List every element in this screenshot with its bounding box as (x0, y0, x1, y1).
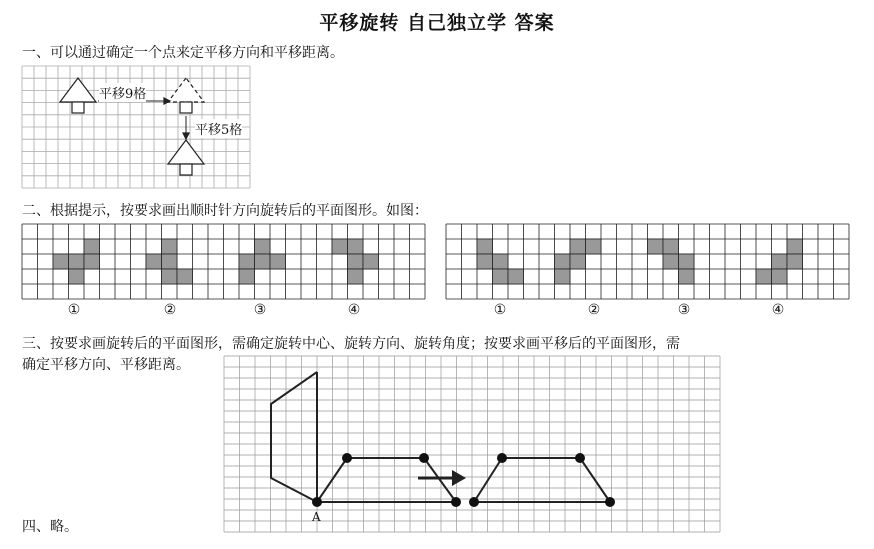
figure-number: ② (163, 302, 177, 318)
original-square (72, 102, 84, 113)
shaded-cell (53, 254, 69, 269)
figure-number: ③ (253, 302, 267, 318)
vertex-point (605, 497, 615, 507)
shaded-cell (477, 254, 493, 269)
shaded-cell (69, 254, 85, 269)
section-1-text: 一、可以通过确定一个点来定平移方向和平移距离。 (22, 45, 344, 61)
section-3-text-line-2: 确定平移方向、平移距离。 (22, 357, 190, 373)
shaded-cell (363, 254, 379, 269)
translated-square (180, 102, 192, 113)
rotated-shape (271, 372, 317, 502)
shaded-cell (255, 239, 271, 254)
section-3-shapes (271, 372, 615, 507)
shaded-cell (332, 239, 348, 254)
translation-arrow-head (452, 470, 466, 486)
point-a (312, 497, 322, 507)
shaded-cell (679, 254, 695, 269)
shaded-cell (555, 254, 571, 269)
vertex-point (469, 497, 479, 507)
shaded-cell (84, 254, 100, 269)
shaded-cell (679, 269, 695, 284)
translated-down-triangle (168, 140, 204, 164)
shaded-cell (270, 254, 286, 269)
figure-number: ④ (347, 302, 361, 318)
vertex-point (419, 453, 429, 463)
shaded-cell (586, 239, 602, 254)
shaded-cell (348, 239, 364, 254)
vertex-point (451, 497, 461, 507)
figure-number: ④ (771, 302, 785, 318)
shaded-cell (663, 254, 679, 269)
section-2-text: 二、根据提示，按要求画出顺时针方向旋转后的平面图形。如图： (22, 203, 428, 219)
shaded-cell (508, 269, 524, 284)
page-title: 平移旋转 自己独立学 答案 (319, 12, 555, 34)
shaded-cell (555, 269, 571, 284)
figure-number: ③ (677, 302, 691, 318)
shaded-cell (84, 239, 100, 254)
figure-number: ① (67, 302, 81, 318)
shaded-cell (177, 269, 193, 284)
shaded-cell (787, 254, 803, 269)
translated-down-square (180, 164, 192, 175)
shaded-cell (162, 269, 178, 284)
shaded-cell (69, 269, 85, 284)
shaded-cell (255, 254, 271, 269)
figure-number: ① (493, 302, 507, 318)
point-a-label: A (312, 510, 321, 524)
figure-number: ② (587, 302, 601, 318)
shaded-cell (772, 269, 788, 284)
down-arrow-head (183, 133, 189, 139)
label-translate-down: 平移5格 (195, 119, 242, 138)
section-2-grid-left (22, 224, 425, 299)
shaded-cell (239, 254, 255, 269)
shaded-cell (477, 239, 493, 254)
shaded-cell (493, 269, 509, 284)
section-4-text: 四、略。 (22, 519, 78, 535)
shaded-cell (162, 239, 178, 254)
original-shape (317, 458, 456, 502)
right-arrow-head (164, 98, 170, 104)
shaded-cell (648, 239, 664, 254)
shaded-cell (570, 254, 586, 269)
shaded-cell (162, 254, 178, 269)
shaded-cell (772, 254, 788, 269)
shaded-cell (756, 269, 772, 284)
shaded-cell (146, 254, 162, 269)
vertex-point (497, 453, 507, 463)
shaded-cell (570, 239, 586, 254)
shaded-cell (787, 239, 803, 254)
translated-shape (474, 458, 610, 502)
section-3-text-line-1: 三、按要求画旋转后的平面图形，需确定旋转中心、旋转方向、旋转角度；按要求画平移后的平面图形，需 (22, 336, 680, 352)
shaded-cell (493, 254, 509, 269)
label-translate-right: 平移9格 (99, 83, 146, 102)
shaded-cell (348, 269, 364, 284)
vertex-point (575, 453, 585, 463)
section-2-grid-right (446, 224, 849, 299)
shaded-cell (348, 254, 364, 269)
vertex-point (342, 453, 352, 463)
shaded-cell (239, 269, 255, 284)
shaded-cell (663, 239, 679, 254)
